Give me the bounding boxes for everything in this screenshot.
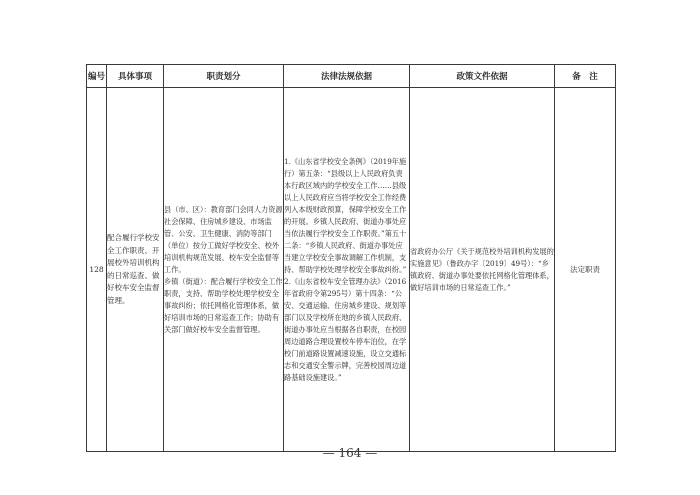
- header-law: 法律法规依据: [284, 65, 410, 88]
- row-law: 1.《山东省学校安全条例》（2019年施行）第五条：“县级以上人民政府负责本行政区域内的学校安全工作……县级以上人民政府应当将学校安全工作经费列入本级财政预算，保障学校安全工作的开展。乡镇人民政府、街道办事处应当依法履行学校安全工作职责。”第五十二条：“乡镇人民政府、街道办事处应当建立学校安全事故调解工作机制，支持、帮助学校处理学校安全事故纠纷。” 2.《山东省校车安全管理办法》（2016年省政府令第295号）第十四条：“公安、交通运输、住房城乡建设、规划等部门以及学校所在地的乡镇人民政府、街道办事处应当根据各自职责，在校园周边道路合理设置校车停车泊位，在学校门前道路设置减速设施，设立交通标志和交通安全警示牌，完善校园周边道路基础设施建设。”: [284, 88, 410, 452]
- header-note: 备 注: [555, 65, 616, 88]
- table-row: [87, 88, 616, 452]
- responsibility-table: [86, 64, 616, 452]
- row-duty: 县（市、区）：教育部门会同人力资源社会保障、住房城乡建设、市场监管、公安、卫生健康、消防等部门（单位）按分工做好学校安全、校外培训机构规范发展、校车安全监督等工作。 乡镇（街道）：配合履行学校安全工作职责，支持、帮助学校处理学校安全事故纠纷；依托网格化管理体系，做好培训市场的日常巡查工作；协助有关部门做好校车安全监督管理。: [164, 88, 284, 452]
- page-number: — 164 —: [322, 446, 378, 460]
- row-policy: 省政府办公厅《关于规范校外培训机构发展的实施意见》（鲁政办字〔2019〕49号）：“乡镇政府、街道办事处要依托网格化管理体系，做好培训市场的日常巡查工作。”: [410, 88, 555, 452]
- table-header-row: [87, 65, 616, 88]
- row-item: 配合履行学校安全工作职责、开展校外培训机构的日常巡查、做好校车安全监督管理。: [107, 88, 164, 452]
- header-policy: 政策文件依据: [410, 65, 555, 88]
- header-number: 编号: [87, 65, 107, 88]
- header-duty: 职责划分: [164, 65, 284, 88]
- row-note: 法定职责: [555, 88, 616, 452]
- header-item: 具体事项: [107, 65, 164, 88]
- row-number: 128: [87, 88, 107, 452]
